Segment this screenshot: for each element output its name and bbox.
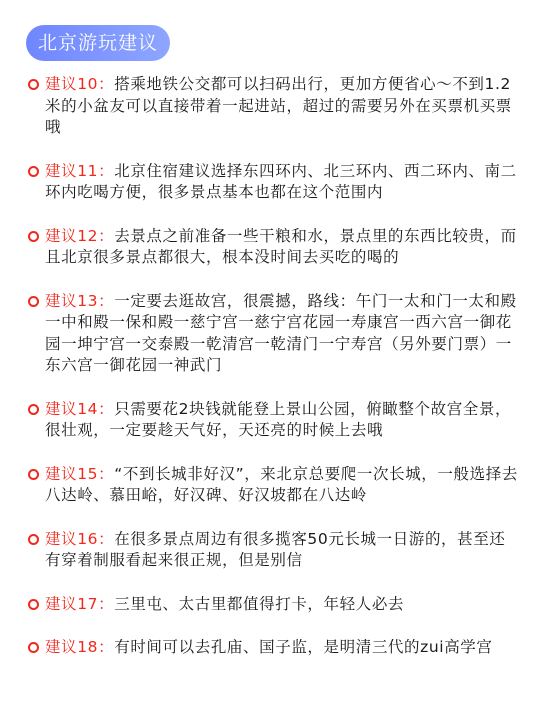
circle-bullet-icon bbox=[28, 166, 39, 177]
tip-item bbox=[28, 74, 520, 139]
tip-label: 建议13： bbox=[45, 291, 115, 310]
tip-item bbox=[28, 529, 520, 572]
tip-item bbox=[28, 291, 520, 377]
circle-bullet-icon bbox=[28, 404, 39, 415]
circle-bullet-icon bbox=[28, 79, 39, 90]
circle-bullet-icon bbox=[28, 599, 39, 610]
tip-item bbox=[28, 637, 520, 659]
tip-text: 搭乘地铁公交都可以扫码出行，更加方便省心～不到1.2米的小盆友可以直接带着一起进站，超过的需要另外在买票机买票哦 bbox=[45, 75, 512, 136]
tip-text: 三里屯、太古里都值得打卡，年轻人必去 bbox=[114, 594, 405, 613]
tip-text: 一定要去逛故宫，很震撼，路线：午门一太和门一太和殿一中和殿一保和殿一慈宁宫一慈宁宫花园一寿康宫一西六宫一御花园一坤宁宫一交泰殿一乾清宫一乾清门一宁寿宫（另外要门票）一东六宫一御花园一神武门 bbox=[45, 291, 517, 374]
tip-label: 建议16： bbox=[45, 529, 115, 548]
circle-bullet-icon bbox=[28, 642, 39, 653]
tip-label: 建议11： bbox=[45, 161, 115, 180]
tip-item bbox=[28, 464, 520, 507]
tip-item bbox=[28, 399, 520, 442]
tip-text: “不到长城非好汉”，来北京总要爬一次长城，一般选择去八达岭、慕田峪，好汉碑、好汉坡都在八达岭 bbox=[45, 464, 518, 504]
tip-label: 建议17： bbox=[45, 594, 115, 613]
tip-text: 去景点之前准备一些干粮和水，景点里的东西比较贵，而且北京很多景点都很大，根本没时间去买吃的喝的 bbox=[45, 226, 517, 266]
tip-text: 有时间可以去孔庙、国子监，是明清三代的zui高学宫 bbox=[114, 638, 493, 656]
tip-label: 建议12： bbox=[45, 226, 115, 245]
circle-bullet-icon bbox=[28, 296, 39, 307]
page-title: 北京游玩建议 bbox=[26, 25, 170, 61]
tip-label: 建议18： bbox=[45, 638, 115, 656]
tips-list bbox=[28, 74, 520, 681]
tip-item bbox=[28, 226, 520, 269]
tip-text: 在很多景点周边有很多揽客50元长城一日游的，甚至还有穿着制服看起来很正规，但是别信 bbox=[45, 529, 506, 569]
tip-text: 北京住宿建议选择东四环内、北三环内、西二环内、南二环内吃喝方便，很多景点基本也都在这个范围内 bbox=[45, 161, 517, 201]
tip-item bbox=[28, 594, 520, 616]
circle-bullet-icon bbox=[28, 534, 39, 545]
tip-label: 建议15： bbox=[45, 464, 115, 483]
circle-bullet-icon bbox=[28, 469, 39, 480]
tip-label: 建议14： bbox=[45, 399, 115, 418]
tip-item bbox=[28, 161, 520, 204]
circle-bullet-icon bbox=[28, 231, 39, 242]
tip-text: 只需要花2块钱就能登上景山公园，俯瞰整个故宫全景，很壮观，一定要趁天气好，天还亮的时候上去哦 bbox=[45, 399, 512, 439]
tip-label: 建议10： bbox=[45, 75, 115, 93]
